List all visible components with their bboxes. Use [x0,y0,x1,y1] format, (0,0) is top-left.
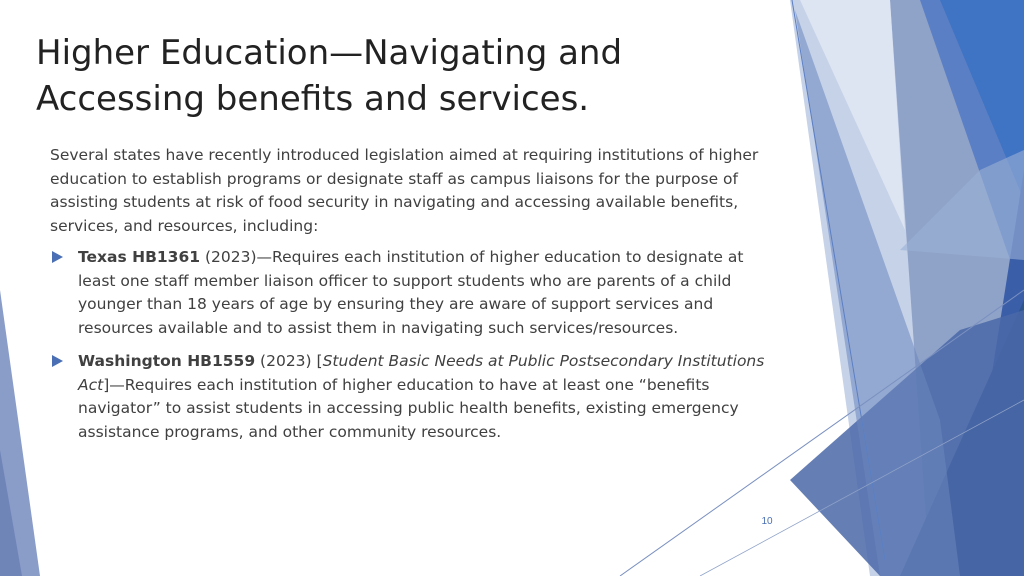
slide-title: Higher Education—Navigating and Accessing benefits and services. [36,33,623,119]
act-name: Student Basic Needs at Public Postsecondary Institutions Act [78,352,765,394]
bill-description: ]—Requires each institution of higher education to have at least one “benefits navigator” to assist students in accessing public health benefits, existing emergency assistance programs, and other community resources. [78,375,739,441]
bill-name: Texas HB1361 [78,248,201,266]
page-number: 10 [761,516,773,527]
intro-paragraph: Several states have recently introduced legislation aimed at requiring institutions of higher education to establish programs or designate staff as campus liaisons for the purpose of assisting students at risk of food security in navigating and accessing available benefits, services, and resources, including: [50,146,759,235]
bill-description: (2023)—Requires each institution of higher education to designate at least one staff member liaison officer to support students who are parents of a child younger than 18 years of age by ensuring they are aware of support services and resources available and to assist them in navigating such services/resources. [78,248,744,337]
bill-name: Washington HB1559 [78,352,256,370]
list-item [50,246,780,340]
list-item [50,350,780,444]
slide-content [50,144,780,454]
triangle-bullet-icon [52,355,63,367]
bill-year: (2023) [ [255,352,323,370]
triangle-bullet-icon [52,251,63,263]
bullet-list [50,246,780,444]
